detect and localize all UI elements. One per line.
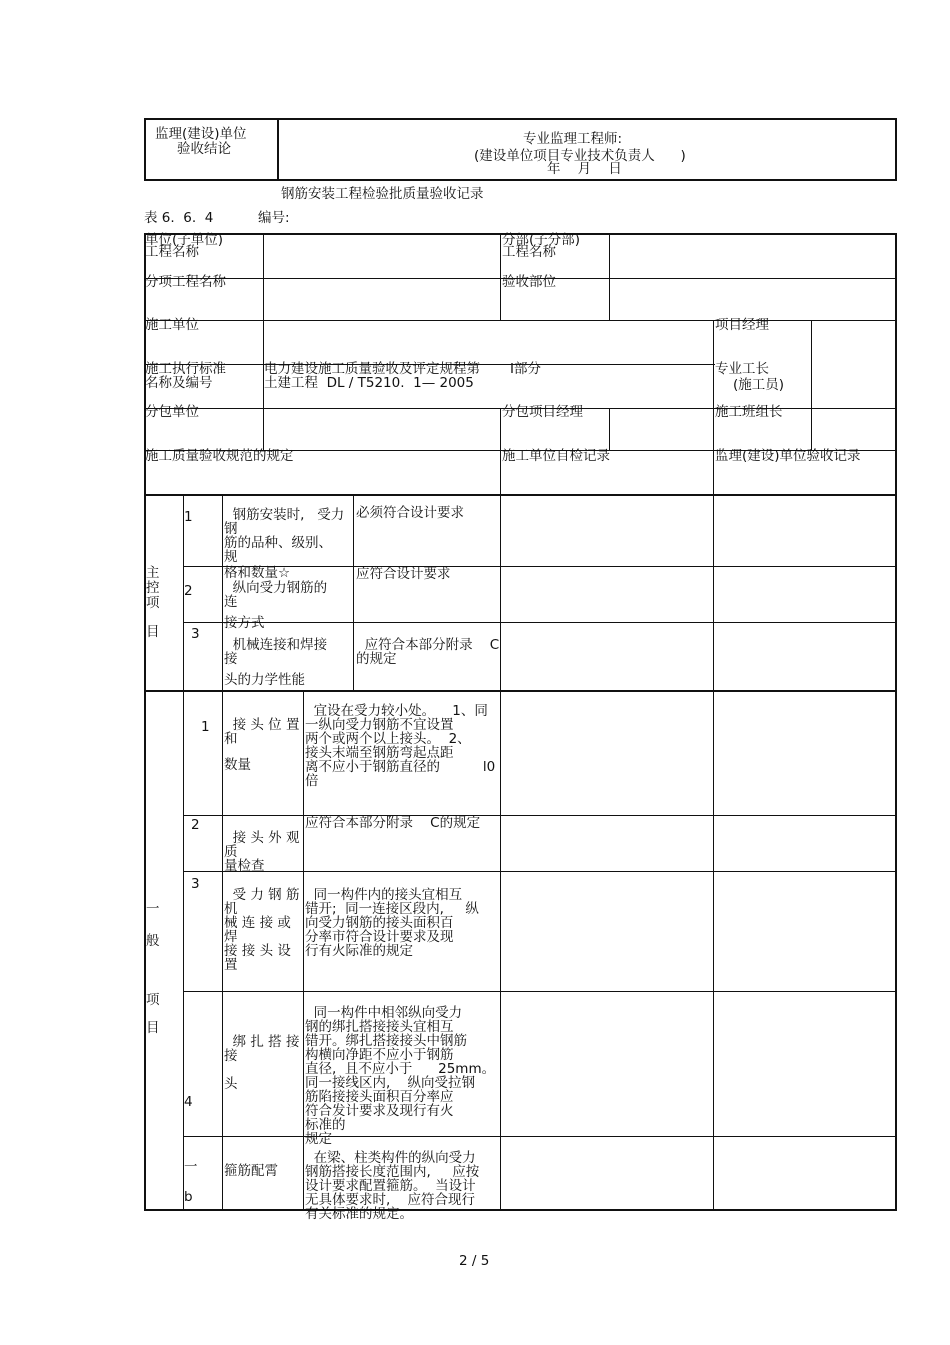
form-title: 钢筋安装工程检验批质量验收记录 <box>281 186 484 202</box>
top-box-divider <box>277 120 279 179</box>
general-label-1: 一 <box>146 901 160 917</box>
main-item-2-no: 2 <box>184 583 193 599</box>
general-item-4-no: 4 <box>184 1094 193 1110</box>
sub-name-label-2: 工程名称 <box>502 244 556 260</box>
top-box-label-1: 监理(建设)单位 <box>155 126 247 142</box>
standard-value-2: 土建工程 DL / T5210. 1— 2005 <box>264 375 474 391</box>
general-item-2-name: 接 头 外 观 质 量检查 <box>224 830 300 874</box>
main-item-2-name: 纵向受力钢筋的 连 接方式 <box>224 580 328 631</box>
rule <box>144 690 897 692</box>
project-manager-label: 项目经理 <box>715 317 769 333</box>
standard-label-1: 施工执行标准 <box>145 361 226 377</box>
general-item-4-req: 同一构件中相邻纵向受力 钢的绑扎搭接接头宜相互 错开。绑扎搭接接头中钢筋 构横向净距不应小于钢筋 直径, 且不应小于 25mm。 同一接线区内, 纵向受拉钢 筋陷接接头面积百分率应 符合发计要求及现行有火 标准的 规定 <box>305 1005 496 1147</box>
general-item-3-name: 受 力 钢 筋 机 械 连 接 或 焊 接 接 头 设 置 <box>224 887 300 973</box>
rule <box>144 320 897 321</box>
rule <box>811 320 812 450</box>
serial-label: 编号: <box>258 210 290 226</box>
general-label-3: 项 <box>146 992 160 1008</box>
main-control-label-1: 主 <box>146 565 160 581</box>
rule <box>500 408 501 1210</box>
acceptance-part-label: 验收部位 <box>502 274 556 290</box>
general-item-3-req: 同一构件内的接头宜相互 错开; 同一连接区段内, 纵 向受力钢筋的接头面积百 分率市符合设计要求及现 行有火际准的规定 <box>305 887 479 959</box>
main-item-1-name: 钢筋安装时, 受力 钢 筋的品种、级别、 规 格和数量☆ <box>224 507 345 581</box>
rule <box>183 1136 897 1137</box>
main-item-3-no: 3 <box>191 626 200 642</box>
general-item-1-no: 1 <box>201 719 210 735</box>
general-item-4-name: 绑 扎 搭 接 接 头 <box>224 1034 300 1092</box>
rule <box>263 233 264 450</box>
page-number: 2 / 5 <box>459 1253 490 1269</box>
rule <box>353 494 354 690</box>
sub-pm-label: 分包项目经理 <box>502 404 583 420</box>
construction-unit-label: 施工单位 <box>145 317 199 333</box>
general-item-5-req: 在梁、柱类构件的纵向受力 钢筋搭接长度范围内, 应按 设计要求配置箍筋。 当设计 无具体要求时, 应符合现行 有关标准的规定。 <box>305 1150 480 1222</box>
sub-name-label-1: 分部(子分部) <box>502 232 581 248</box>
standard-label-2: 名称及编号 <box>145 375 213 391</box>
unit-name-label-1: 单位(子单位) <box>145 232 224 248</box>
main-control-label-3: 项 <box>146 595 160 611</box>
top-box-date: 年 月 日 <box>547 161 622 177</box>
main-item-1-req: 必须符合设计要求 <box>356 505 464 521</box>
main-control-label-4: 目 <box>146 624 160 640</box>
main-control-label-2: 控 <box>146 580 160 596</box>
self-check-label: 施工单位自检记录 <box>502 448 610 464</box>
subcontractor-label: 分包单位 <box>145 404 199 420</box>
main-item-1-no: 1 <box>184 509 193 525</box>
rule <box>609 408 610 450</box>
top-conclusion-box <box>144 118 897 181</box>
top-box-owner-tech: (建设单位项目专业技术负责人 ) <box>474 148 686 164</box>
main-item-2-req: 应符合设计要求 <box>356 566 451 582</box>
general-item-5-no: 一 b <box>184 1159 198 1205</box>
general-item-1-name: 接 头 位 置 和 数量 <box>224 717 300 773</box>
general-item-2-no: 2 <box>191 817 200 833</box>
top-box-engineer: 专业监理工程师: <box>523 131 623 147</box>
rule <box>183 991 897 992</box>
spec-rule-label: 施工质量验收规范的规定 <box>145 448 294 464</box>
top-box-label-2: 验收结论 <box>177 141 231 157</box>
general-item-3-no: 3 <box>191 876 200 892</box>
main-item-3-name: 机械连接和焊接 接 头的力学性能 <box>224 637 328 688</box>
team-leader-label: 施工班组长 <box>715 404 783 420</box>
table-number: 表 6. 6. 4 <box>144 210 214 226</box>
main-item-3-req: 应符合本部分附录 C 的规定 <box>356 637 500 667</box>
rule <box>144 1209 897 1211</box>
general-item-1-req: 宜设在受力较小处。 1、同 一纵向受力钢筋不宜设置 两个或两个以上接头。 2、 接头末端至钢筋弯起点距 离不应小于钢筋直径的 l0 倍 <box>305 703 496 789</box>
supervision-record-label: 监理(建设)单位验收记录 <box>715 448 861 464</box>
item-name-label: 分项工程名称 <box>145 274 226 290</box>
unit-name-label-2: 工程名称 <box>145 244 199 260</box>
foreman-label-2: (施工员) <box>733 377 785 393</box>
rule <box>609 233 610 321</box>
general-item-5-name: 箍筋配霄 <box>224 1163 278 1179</box>
general-item-2-req: 应符合本部分附录 C的规定 <box>305 815 481 831</box>
foreman-label-1: 专业工长 <box>715 361 769 377</box>
general-label-4: 目 <box>146 1020 160 1036</box>
standard-value-1: 电力建设施工质量验收及评定规程第 Ⅰ部分 <box>264 361 542 377</box>
general-label-2: 般 <box>146 933 160 949</box>
